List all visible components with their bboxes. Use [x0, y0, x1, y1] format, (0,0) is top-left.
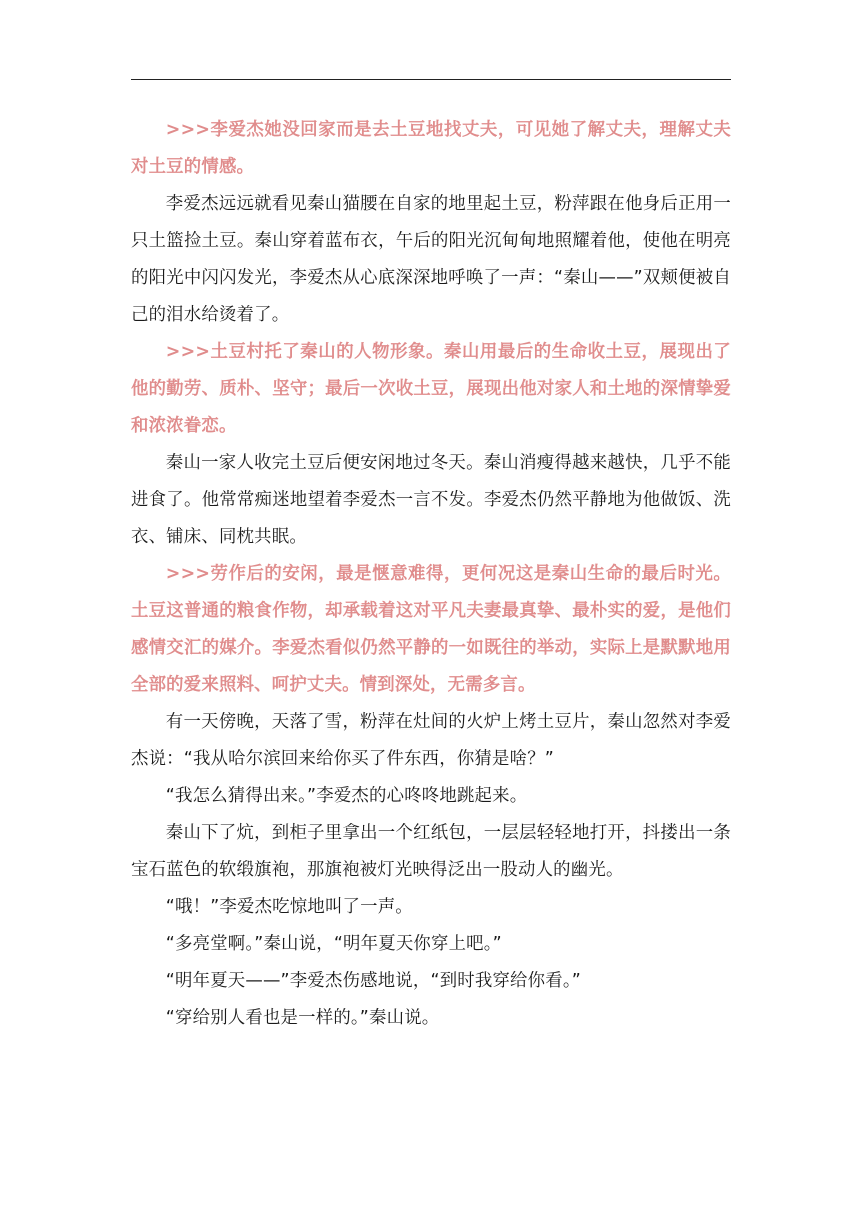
annotation-paragraph: >>>李爱杰她没回家而是去土豆地找丈夫，可见她了解丈夫，理解丈夫对土豆的情感。 — [131, 120, 731, 177]
text-paragraph: 秦山一家人收完土豆后便安闲地过冬天。秦山消瘦得越来越快，几乎不能进食了。他常常痴迷地望着李爱杰一言不发。李爱杰仍然平静地为他做饭、洗衣、铺床、同枕共眠。 — [131, 453, 731, 547]
text-paragraph: 有一天傍晚，天落了雪，粉萍在灶间的火炉上烤土豆片，秦山忽然对李爱杰说：“我从哈尔滨回来给你买了件东西，你猜是啥？” — [131, 712, 731, 769]
dialogue-paragraph: “哦！”李爱杰吃惊地叫了一声。 — [165, 897, 413, 917]
dialogue-paragraph: “穿给别人看也是一样的。”秦山说。 — [165, 1008, 440, 1028]
text-paragraph: 李爱杰远远就看见秦山猫腰在自家的地里起土豆，粉萍跟在他身后正用一只土篮捡土豆。秦山穿着蓝布衣，午后的阳光沉甸甸地照耀着他，使他在明亮的阳光中闪闪发光，李爱杰从心底深深地呼唤了一声：“秦山——”双颊便被自己的泪水给烫着了。 — [131, 194, 731, 325]
text-paragraph: 秦山下了炕，到柜子里拿出一个红纸包，一层层轻轻地打开，抖搂出一条宝石蓝色的软缎旗袍，那旗袍被灯光映得泛出一股动人的幽光。 — [131, 823, 731, 880]
annotation-paragraph: >>>劳作后的安闲，最是惬意难得，更何况这是秦山生命的最后时光。土豆这普通的粮食作物，却承载着这对平凡夫妻最真挚、最朴实的爱，是他们感情交汇的媒介。李爱杰看似仍然平静的一如既往的举动，实际上是默默地用全部的爱来照料、呵护丈夫。情到深处，无需多言。 — [131, 564, 731, 695]
dialogue-paragraph: “多亮堂啊。”秦山说，“明年夏天你穿上吧。” — [165, 934, 502, 954]
text-paragraph: “我怎么猜得出来。”李爱杰的心咚咚地跳起来。 — [165, 786, 528, 806]
annotation-paragraph: >>>土豆村托了秦山的人物形象。秦山用最后的生命收土豆，展现出了他的勤劳、质朴、坚守；最后一次收土豆，展现出他对家人和土地的深情挚爱和浓浓眷恋。 — [131, 342, 731, 436]
article-content — [131, 112, 731, 1037]
dialogue-paragraph: “明年夏天——”李爱杰伤感地说，“到时我穿给你看。” — [165, 971, 581, 991]
header-divider — [131, 79, 731, 80]
